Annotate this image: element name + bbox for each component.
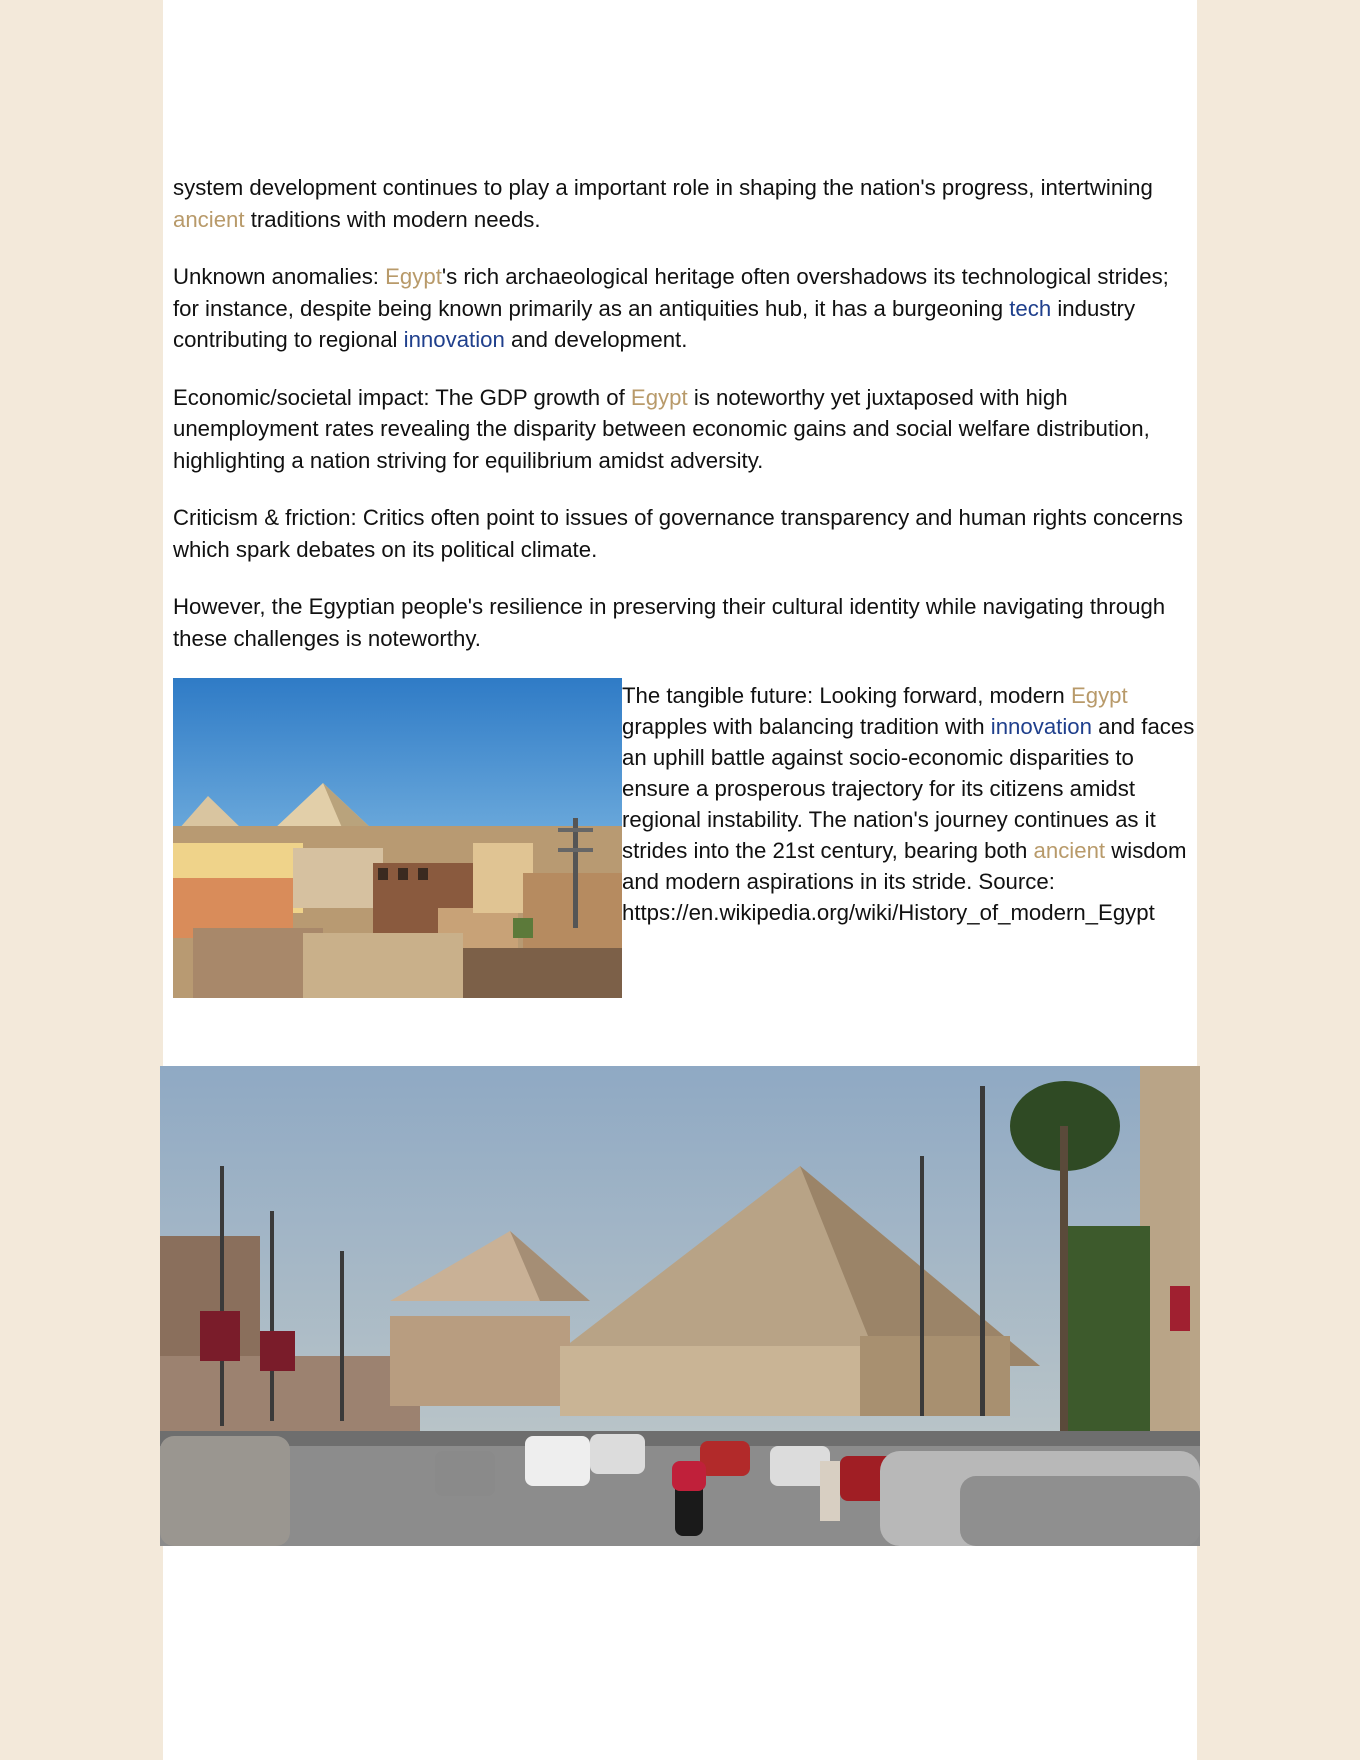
keyword-egypt: Egypt (1070, 683, 1128, 708)
cairo-skyline-pyramids-image (173, 678, 622, 998)
text-run: and faces an uphill battle against socio-economic disparities to ensure a prosperous trajectory for its citizens amidst regional instability. The nation's journey continues as it strides into the 21st century, bearing both (622, 714, 1195, 863)
paragraph-tangible-future (622, 680, 1202, 928)
image-text-block (173, 680, 1195, 1010)
paragraph-unknown-anomalies (173, 261, 1188, 356)
paragraph-economic-impact (173, 382, 1188, 477)
keyword-ancient: ancient (1033, 838, 1106, 863)
keyword-innovation: innovation (403, 327, 505, 352)
text-run: traditions with modern needs. (244, 206, 541, 232)
text-run: 's rich archaeological heritage often overshadows its technological strides; for instance, despite being known primarily as an antiquities hub, it has a burgeoning (173, 264, 1169, 321)
paragraph-system-development (173, 172, 1188, 235)
paragraph-criticism: Criticism & friction: Critics often point to issues of governance transparency and human rights concerns which spark debates on its political climate. (173, 505, 1183, 562)
text-run: Unknown anomalies: (173, 264, 386, 289)
article-body (173, 172, 1195, 1010)
keyword-ancient: ancient (173, 206, 245, 232)
text-run: industry contributing to regional (173, 295, 1136, 352)
text-run: Economic/societal impact: The GDP growth of (173, 384, 631, 410)
keyword-tech: tech (1009, 295, 1052, 321)
text-run: grapples with balancing tradition with (622, 714, 991, 739)
keyword-innovation: innovation (990, 714, 1092, 739)
text-run: is noteworthy yet juxtaposed with high unemployment rates revealing the disparity between economic gains and social welfare distribution, highlighting a nation striving for equilibrium amidst adversity. (173, 384, 1150, 473)
text-run: and development. (504, 327, 688, 352)
keyword-egypt: Egypt (630, 384, 688, 410)
text-run: system development continues to play a important role in shaping the nation's progress, intertwining (173, 175, 1153, 200)
paragraph-resilience: However, the Egyptian people's resilience in preserving their cultural identity while navigating through these challenges is noteworthy. (173, 594, 1166, 651)
text-run: wisdom and modern aspirations in its stride. Source: https://en.wikipedia.org/wiki/History_of_modern_Egypt (622, 838, 1187, 925)
text-run: The tangible future: Looking forward, modern (622, 683, 1071, 708)
giza-street-pyramids-image (160, 1066, 1200, 1546)
keyword-egypt: Egypt (385, 264, 442, 289)
